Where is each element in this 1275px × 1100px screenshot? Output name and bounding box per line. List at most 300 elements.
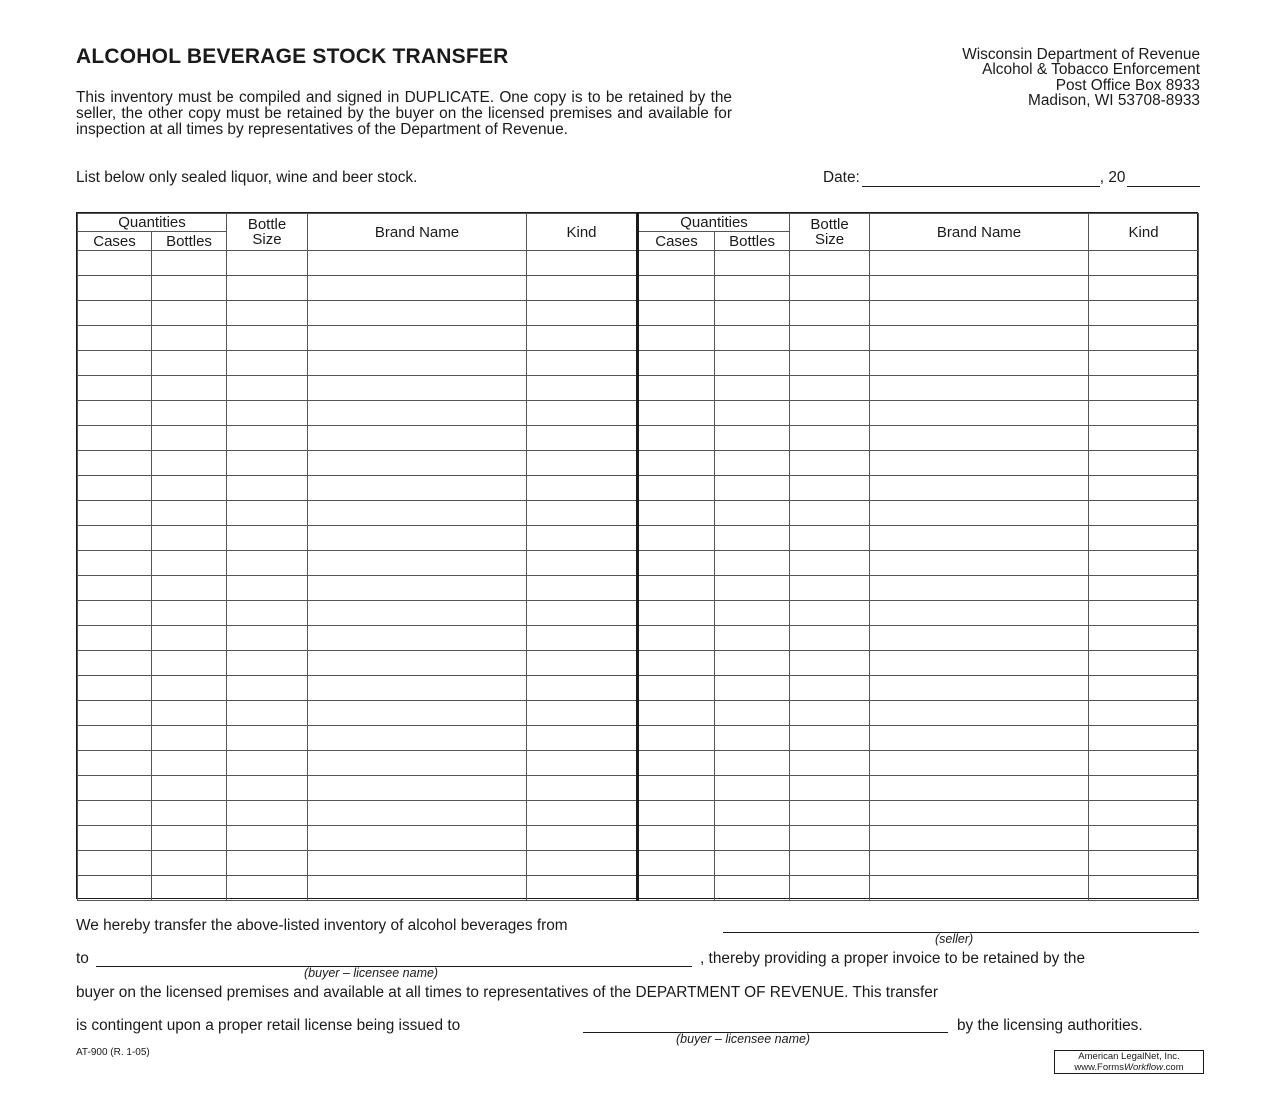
bottle-size-cell[interactable] [790, 851, 870, 876]
brand-name-cell[interactable] [870, 426, 1089, 451]
cases-cell[interactable] [78, 651, 152, 676]
bottles-cell[interactable] [715, 401, 790, 426]
bottle-size-cell[interactable] [227, 551, 308, 576]
kind-cell[interactable] [527, 401, 638, 426]
bottles-cell[interactable] [715, 851, 790, 876]
kind-cell[interactable] [527, 451, 638, 476]
brand-name-cell[interactable] [870, 476, 1089, 501]
bottle-size-cell[interactable] [790, 451, 870, 476]
brand-name-cell[interactable] [308, 776, 527, 801]
bottles-cell[interactable] [715, 751, 790, 776]
cases-cell[interactable] [638, 801, 715, 826]
brand-name-cell[interactable] [870, 626, 1089, 651]
bottle-size-cell[interactable] [790, 826, 870, 851]
cases-cell[interactable] [78, 626, 152, 651]
bottle-size-cell[interactable] [227, 451, 308, 476]
kind-cell[interactable] [527, 701, 638, 726]
bottle-size-cell[interactable] [790, 701, 870, 726]
table-row [78, 401, 1199, 426]
bottles-cell[interactable] [152, 626, 227, 651]
kind-cell[interactable] [1089, 676, 1199, 701]
bottles-cell[interactable] [715, 701, 790, 726]
bottle-size-cell[interactable] [227, 576, 308, 601]
cases-cell[interactable] [78, 451, 152, 476]
cases-cell[interactable] [78, 551, 152, 576]
bottle-size-cell[interactable] [227, 501, 308, 526]
bottle-size-header-line: Size [252, 231, 282, 248]
bottle-size-header-line: Bottle [810, 216, 849, 233]
table-row [78, 551, 1199, 576]
bottles-cell[interactable] [152, 401, 227, 426]
kind-cell[interactable] [527, 551, 638, 576]
bottle-size-cell[interactable] [790, 876, 870, 901]
bottle-size-cell[interactable] [790, 751, 870, 776]
bottle-size-cell[interactable] [227, 376, 308, 401]
kind-cell[interactable] [527, 501, 638, 526]
bottles-cell[interactable] [152, 826, 227, 851]
bottle-size-cell[interactable] [227, 651, 308, 676]
bottle-size-cell[interactable] [790, 476, 870, 501]
cases-cell[interactable] [78, 301, 152, 326]
cases-cell[interactable] [638, 301, 715, 326]
bottles-cell[interactable] [715, 576, 790, 601]
kind-cell[interactable] [527, 526, 638, 551]
brand-name-cell[interactable] [308, 551, 527, 576]
bottle-size-cell[interactable] [790, 326, 870, 351]
cases-cell[interactable] [638, 251, 715, 276]
bottles-cell[interactable] [152, 276, 227, 301]
brand-name-cell[interactable] [870, 276, 1089, 301]
kind-cell[interactable] [527, 726, 638, 751]
cases-cell[interactable] [78, 251, 152, 276]
brand-name-cell[interactable] [308, 876, 527, 901]
kind-cell[interactable] [527, 576, 638, 601]
brand-name-cell[interactable] [870, 776, 1089, 801]
kind-cell[interactable] [527, 301, 638, 326]
bottles-cell[interactable] [152, 351, 227, 376]
address-line: Post Office Box 8933 [1055, 76, 1200, 94]
bottle-size-cell[interactable] [227, 526, 308, 551]
url-part: .com [1163, 1061, 1184, 1073]
bottle-size-cell[interactable] [227, 826, 308, 851]
buyer-name-field[interactable] [96, 950, 692, 967]
kind-cell[interactable] [1089, 451, 1199, 476]
brand-name-cell[interactable] [308, 576, 527, 601]
kind-cell[interactable] [1089, 751, 1199, 776]
kind-cell[interactable] [1089, 401, 1199, 426]
brand-name-header: Brand Name [308, 214, 527, 251]
cases-cell[interactable] [638, 851, 715, 876]
brand-name-cell[interactable] [870, 251, 1089, 276]
bottle-size-cell[interactable] [227, 426, 308, 451]
bottles-cell[interactable] [152, 326, 227, 351]
kind-cell[interactable] [527, 651, 638, 676]
bottles-cell[interactable] [152, 476, 227, 501]
bottle-size-header [790, 214, 870, 251]
table-row [78, 251, 1199, 276]
bottles-cell[interactable] [715, 426, 790, 451]
brand-name-cell[interactable] [308, 676, 527, 701]
brand-name-cell[interactable] [308, 326, 527, 351]
kind-cell[interactable] [527, 676, 638, 701]
kind-cell[interactable] [1089, 476, 1199, 501]
kind-cell[interactable] [1089, 426, 1199, 451]
cases-header: Cases [78, 232, 152, 251]
bottles-cell[interactable] [715, 626, 790, 651]
cases-cell[interactable] [638, 751, 715, 776]
bottle-size-cell[interactable] [790, 651, 870, 676]
bottle-size-cell[interactable] [227, 626, 308, 651]
table-row [78, 876, 1199, 901]
brand-name-cell[interactable] [870, 376, 1089, 401]
bottle-size-cell[interactable] [227, 751, 308, 776]
kind-header: Kind [527, 214, 638, 251]
bottle-size-cell[interactable] [790, 251, 870, 276]
table-row [78, 476, 1199, 501]
kind-cell[interactable] [1089, 651, 1199, 676]
cases-cell[interactable] [638, 451, 715, 476]
kind-cell[interactable] [1089, 251, 1199, 276]
kind-cell[interactable] [1089, 801, 1199, 826]
date-field[interactable] [862, 170, 1100, 187]
licensee-name-field[interactable] [583, 1017, 948, 1033]
kind-cell[interactable] [527, 476, 638, 501]
brand-name-cell[interactable] [308, 376, 527, 401]
cases-cell[interactable] [638, 876, 715, 901]
bottles-cell[interactable] [715, 351, 790, 376]
kind-cell[interactable] [1089, 626, 1199, 651]
bottles-cell[interactable] [152, 576, 227, 601]
bottles-cell[interactable] [715, 526, 790, 551]
cases-cell[interactable] [78, 601, 152, 626]
cases-cell[interactable] [638, 776, 715, 801]
transfer-line-4-tail: by the licensing authorities. [957, 1017, 1143, 1034]
brand-name-cell[interactable] [308, 626, 527, 651]
bottle-size-cell[interactable] [790, 526, 870, 551]
cases-cell[interactable] [638, 676, 715, 701]
bottles-cell[interactable] [715, 801, 790, 826]
kind-cell[interactable] [527, 826, 638, 851]
kind-cell[interactable] [1089, 526, 1199, 551]
bottle-size-header-line: Bottle [247, 216, 287, 233]
cases-cell[interactable] [78, 851, 152, 876]
bottles-cell[interactable] [152, 551, 227, 576]
bottle-size-cell[interactable] [227, 701, 308, 726]
bottles-cell[interactable] [715, 476, 790, 501]
bottle-size-cell[interactable] [227, 726, 308, 751]
bottle-size-cell[interactable] [790, 501, 870, 526]
brand-name-cell[interactable] [308, 651, 527, 676]
bottle-size-cell[interactable] [227, 601, 308, 626]
brand-name-cell[interactable] [870, 351, 1089, 376]
brand-name-cell[interactable] [308, 726, 527, 751]
kind-cell[interactable] [1089, 301, 1199, 326]
cases-cell[interactable] [78, 726, 152, 751]
cases-cell[interactable] [638, 351, 715, 376]
kind-cell[interactable] [1089, 601, 1199, 626]
brand-name-cell[interactable] [870, 451, 1089, 476]
bottles-cell[interactable] [715, 376, 790, 401]
kind-cell[interactable] [1089, 326, 1199, 351]
brand-name-cell[interactable] [870, 676, 1089, 701]
bottles-cell[interactable] [152, 726, 227, 751]
table-row [78, 326, 1199, 351]
bottles-cell[interactable] [715, 726, 790, 751]
cases-cell[interactable] [78, 276, 152, 301]
bottles-cell[interactable] [152, 876, 227, 901]
bottles-cell[interactable] [152, 451, 227, 476]
bottles-cell[interactable] [715, 301, 790, 326]
brand-name-cell[interactable] [870, 601, 1089, 626]
bottles-cell[interactable] [715, 326, 790, 351]
bottles-cell[interactable] [152, 851, 227, 876]
bottles-cell[interactable] [152, 651, 227, 676]
cases-cell[interactable] [78, 826, 152, 851]
kind-cell[interactable] [1089, 826, 1199, 851]
bottles-cell[interactable] [715, 451, 790, 476]
kind-cell[interactable] [527, 351, 638, 376]
bottle-size-cell[interactable] [227, 251, 308, 276]
brand-name-cell[interactable] [308, 426, 527, 451]
brand-name-cell[interactable] [308, 701, 527, 726]
bottle-size-cell[interactable] [790, 726, 870, 751]
cases-cell[interactable] [78, 401, 152, 426]
date-row [823, 169, 1200, 187]
cases-cell[interactable] [638, 701, 715, 726]
bottle-size-cell[interactable] [227, 801, 308, 826]
brand-name-cell[interactable] [870, 701, 1089, 726]
kind-cell[interactable] [527, 426, 638, 451]
bottle-size-cell[interactable] [790, 276, 870, 301]
bottles-cell[interactable] [715, 601, 790, 626]
brand-name-cell[interactable] [870, 301, 1089, 326]
table-row [78, 451, 1199, 476]
brand-name-cell[interactable] [308, 826, 527, 851]
cases-cell[interactable] [638, 326, 715, 351]
bottles-cell[interactable] [715, 876, 790, 901]
cases-cell[interactable] [638, 476, 715, 501]
kind-cell[interactable] [1089, 726, 1199, 751]
brand-name-cell[interactable] [870, 801, 1089, 826]
table-row [78, 601, 1199, 626]
cases-cell[interactable] [78, 426, 152, 451]
bottle-size-cell[interactable] [227, 676, 308, 701]
kind-cell[interactable] [1089, 876, 1199, 901]
quantities-header: Quantities [638, 214, 790, 232]
cases-cell[interactable] [78, 801, 152, 826]
brand-name-cell[interactable] [308, 851, 527, 876]
bottle-size-cell[interactable] [227, 476, 308, 501]
bottle-size-cell[interactable] [790, 601, 870, 626]
table-row [78, 526, 1199, 551]
kind-cell[interactable] [1089, 701, 1199, 726]
bottles-cell[interactable] [715, 551, 790, 576]
cases-cell[interactable] [638, 426, 715, 451]
brand-name-cell[interactable] [870, 326, 1089, 351]
cases-cell[interactable] [638, 551, 715, 576]
bottle-size-cell[interactable] [227, 301, 308, 326]
inventory-body [78, 251, 1199, 901]
cases-cell[interactable] [638, 401, 715, 426]
publisher-name: American LegalNet, Inc. [1078, 1051, 1180, 1062]
kind-cell[interactable] [527, 876, 638, 901]
bottle-size-cell[interactable] [227, 276, 308, 301]
brand-name-cell[interactable] [308, 401, 527, 426]
kind-cell[interactable] [527, 801, 638, 826]
bottles-cell[interactable] [715, 276, 790, 301]
bottles-cell[interactable] [715, 651, 790, 676]
bottles-cell[interactable] [715, 251, 790, 276]
brand-name-cell[interactable] [870, 726, 1089, 751]
bottles-cell[interactable] [152, 251, 227, 276]
cases-cell[interactable] [78, 751, 152, 776]
brand-name-cell[interactable] [308, 751, 527, 776]
address-line: Wisconsin Department of Revenue [962, 46, 1200, 63]
address-line: Madison, WI 53708-8933 [1028, 91, 1200, 109]
brand-name-cell[interactable] [308, 526, 527, 551]
cases-cell[interactable] [638, 576, 715, 601]
bottle-size-cell[interactable] [790, 626, 870, 651]
bottles-cell[interactable] [152, 376, 227, 401]
brand-name-cell[interactable] [870, 826, 1089, 851]
kind-cell[interactable] [1089, 551, 1199, 576]
bottles-cell[interactable] [715, 676, 790, 701]
bottles-cell[interactable] [152, 801, 227, 826]
cases-cell[interactable] [638, 726, 715, 751]
brand-name-cell[interactable] [308, 251, 527, 276]
bottle-size-cell[interactable] [790, 376, 870, 401]
table-row [78, 426, 1199, 451]
table-row [78, 776, 1199, 801]
publisher-url [1055, 1063, 1203, 1074]
brand-name-cell[interactable] [308, 601, 527, 626]
kind-cell[interactable] [1089, 576, 1199, 601]
kind-cell[interactable] [1089, 501, 1199, 526]
bottle-size-cell[interactable] [227, 401, 308, 426]
brand-name-cell[interactable] [308, 451, 527, 476]
kind-cell[interactable] [1089, 376, 1199, 401]
brand-name-cell[interactable] [870, 401, 1089, 426]
cases-cell[interactable] [78, 476, 152, 501]
kind-cell[interactable] [1089, 351, 1199, 376]
bottles-cell[interactable] [715, 776, 790, 801]
bottle-size-cell[interactable] [790, 576, 870, 601]
seller-name-field[interactable] [723, 917, 1199, 933]
kind-cell[interactable] [527, 601, 638, 626]
brand-name-cell[interactable] [870, 651, 1089, 676]
cases-cell[interactable] [78, 326, 152, 351]
bottles-cell[interactable] [152, 601, 227, 626]
brand-name-cell[interactable] [870, 576, 1089, 601]
cases-cell[interactable] [78, 501, 152, 526]
brand-name-cell[interactable] [308, 351, 527, 376]
bottles-cell[interactable] [152, 426, 227, 451]
kind-cell[interactable] [527, 251, 638, 276]
brand-name-cell[interactable] [870, 876, 1089, 901]
brand-name-cell[interactable] [870, 501, 1089, 526]
cases-cell[interactable] [638, 626, 715, 651]
cases-cell[interactable] [638, 501, 715, 526]
bottle-size-cell[interactable] [790, 426, 870, 451]
table-row [78, 701, 1199, 726]
cases-cell[interactable] [78, 526, 152, 551]
bottle-size-cell[interactable] [790, 301, 870, 326]
cases-cell[interactable] [78, 776, 152, 801]
cases-cell[interactable] [78, 351, 152, 376]
bottle-size-header-line: Size [814, 231, 845, 248]
cases-cell[interactable] [638, 601, 715, 626]
cases-cell[interactable] [78, 676, 152, 701]
bottle-size-cell[interactable] [790, 776, 870, 801]
kind-cell[interactable] [527, 276, 638, 301]
bottle-size-cell[interactable] [227, 326, 308, 351]
brand-name-cell[interactable] [870, 551, 1089, 576]
bottle-size-cell[interactable] [227, 351, 308, 376]
kind-cell[interactable] [1089, 851, 1199, 876]
brand-name-cell[interactable] [308, 801, 527, 826]
kind-cell[interactable] [1089, 776, 1199, 801]
kind-cell[interactable] [527, 376, 638, 401]
bottle-size-cell[interactable] [790, 551, 870, 576]
table-row [78, 726, 1199, 751]
kind-cell[interactable] [527, 326, 638, 351]
brand-name-cell[interactable] [870, 751, 1089, 776]
bottles-cell[interactable] [152, 501, 227, 526]
cases-cell[interactable] [638, 826, 715, 851]
cases-cell[interactable] [638, 651, 715, 676]
cases-cell[interactable] [78, 376, 152, 401]
kind-cell[interactable] [527, 751, 638, 776]
brand-name-cell[interactable] [308, 276, 527, 301]
bottle-size-cell[interactable] [790, 351, 870, 376]
bottles-cell[interactable] [152, 301, 227, 326]
year-field[interactable] [1127, 170, 1200, 187]
brand-name-cell[interactable] [308, 301, 527, 326]
bottle-size-cell[interactable] [227, 851, 308, 876]
bottles-cell[interactable] [152, 701, 227, 726]
kind-cell[interactable] [1089, 276, 1199, 301]
brand-name-cell[interactable] [308, 476, 527, 501]
cases-cell[interactable] [78, 701, 152, 726]
cases-cell[interactable] [638, 376, 715, 401]
brand-name-cell[interactable] [870, 526, 1089, 551]
cases-cell[interactable] [638, 526, 715, 551]
cases-cell[interactable] [78, 576, 152, 601]
bottles-cell[interactable] [715, 826, 790, 851]
bottles-cell[interactable] [152, 776, 227, 801]
bottle-size-cell[interactable] [790, 676, 870, 701]
bottles-cell[interactable] [152, 676, 227, 701]
bottle-size-cell[interactable] [227, 876, 308, 901]
brand-name-cell[interactable] [308, 501, 527, 526]
cases-cell[interactable] [638, 276, 715, 301]
brand-name-cell[interactable] [870, 851, 1089, 876]
kind-cell[interactable] [527, 776, 638, 801]
transfer-line-2-tail: , thereby providing a proper invoice to be retained by the [700, 950, 1086, 967]
kind-cell[interactable] [527, 851, 638, 876]
bottles-cell[interactable] [152, 751, 227, 776]
form-number: AT-900 (R. 1-05) [76, 1047, 150, 1058]
bottle-size-cell[interactable] [790, 801, 870, 826]
bottles-cell[interactable] [152, 526, 227, 551]
bottle-size-cell[interactable] [790, 401, 870, 426]
publisher-badge [1054, 1050, 1204, 1074]
bottles-cell[interactable] [715, 501, 790, 526]
bottle-size-cell[interactable] [227, 776, 308, 801]
kind-cell[interactable] [527, 626, 638, 651]
cases-cell[interactable] [78, 876, 152, 901]
address-line: Alcohol & Tobacco Enforcement [982, 61, 1200, 79]
